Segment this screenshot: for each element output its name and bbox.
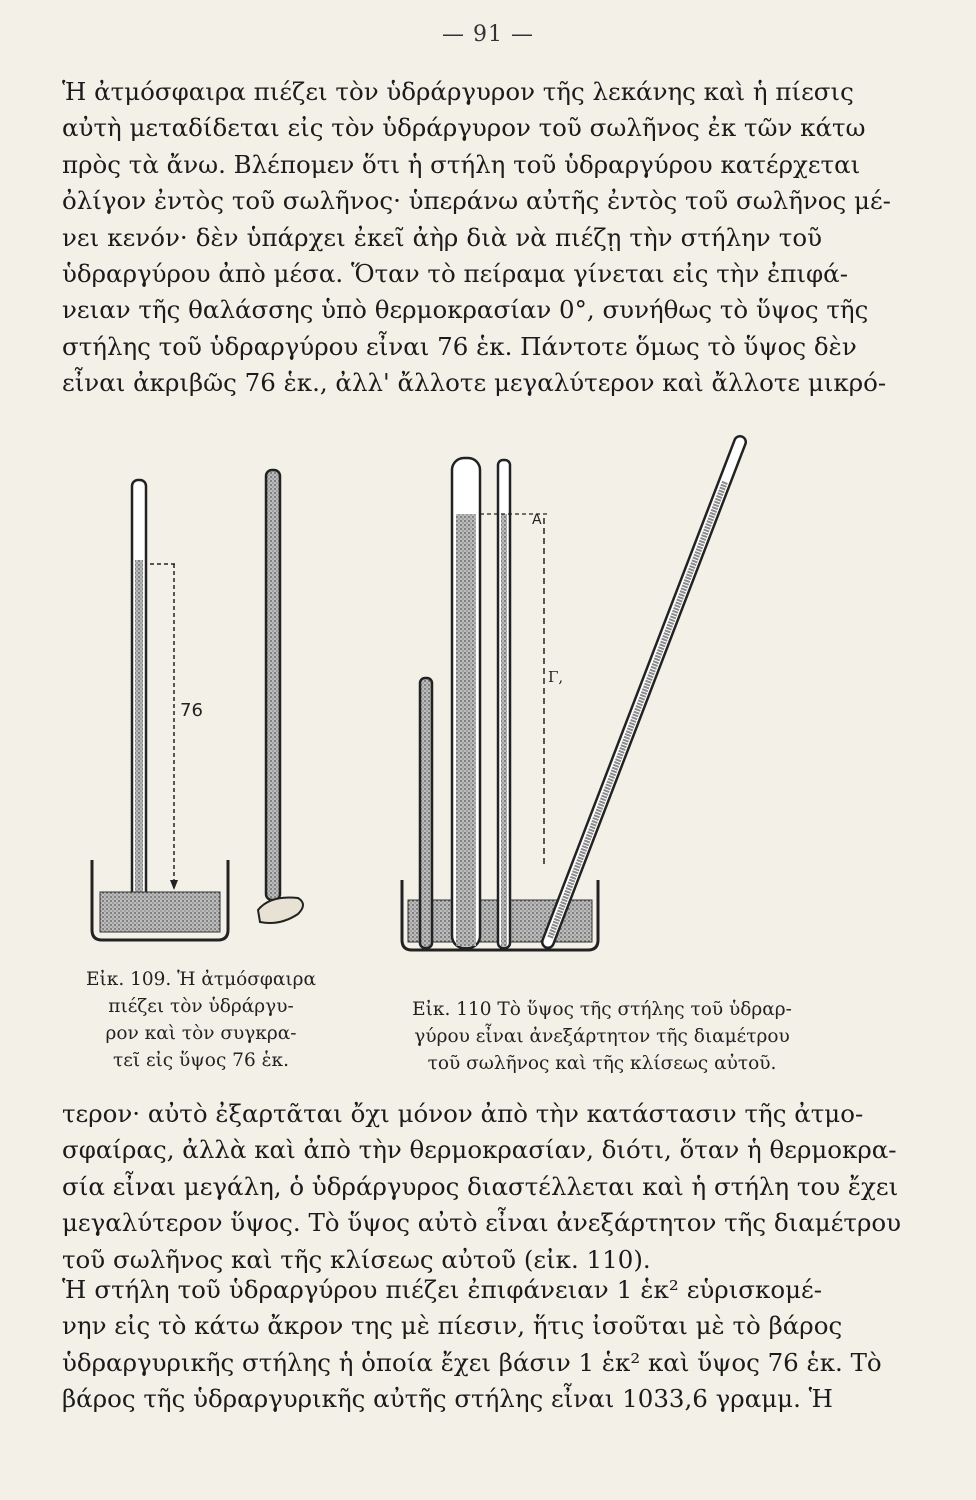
text-line: Ἡ στήλη τοῦ ὑδραργύρου πιέζει ἐπιφάνειαν 1 ἑκ² εὑρισκομέ-: [62, 1275, 822, 1304]
caption-line: Εἰκ. 110 Τὸ ὕψος τῆς στήλης τοῦ ὑδραρ-: [412, 999, 792, 1020]
caption-line: ρον καὶ τὸν συγκρα-: [105, 1023, 297, 1044]
text-line: τοῦ σωλῆνος καὶ τῆς κλίσεως αὐτοῦ (εἰκ. 110).: [62, 1244, 651, 1274]
filled-tube: [266, 470, 280, 900]
text-line: ὑδραργυρικῆς στήλης ἡ ὁποία ἔχει βάσιν 1 ἑκ² καὶ ὕψος 76 ἑκ. Τὸ: [62, 1347, 882, 1377]
paragraph-1: [62, 74, 891, 402]
paragraph-3: [62, 1272, 882, 1418]
text-line: νην εἰς τὸ κάτω ἄκρον της μὲ πίεσιν, ἥτις ἰσοῦται μὲ τὸ βάρος: [62, 1311, 843, 1341]
caption-line: τεῖ εἰς ὕψος 76 ἑκ.: [113, 1050, 289, 1071]
caption-line: πιέζει τὸν ὑδράργυ-: [108, 996, 294, 1017]
mercury-column: [135, 560, 143, 898]
text-line: αὐτὴ μεταδίδεται εἰς τὸν ὑδράργυρον τοῦ σωλῆνος ἐκ τῶν κάτω: [62, 113, 866, 143]
text-line: εἶναι ἀκριβῶς 76 ἑκ., ἀλλ' ἄλλοτε μεγαλύτερον καὶ ἄλλοτε μικρό-: [62, 368, 887, 398]
figure-110-caption: [372, 996, 832, 1077]
height-label: 76: [180, 700, 203, 721]
short-tube: [420, 678, 432, 948]
inclined-tube: [548, 442, 740, 942]
figure-109-caption: [62, 966, 340, 1074]
page-number: — 91 —: [442, 22, 534, 47]
caption-line: γύρου εἶναι ἀνεξάρτητον τῆς διαμέτρου: [414, 1026, 790, 1047]
text-line: μεγαλύτερον ὕψος. Τὸ ὕψος αὐτὸ εἶναι ἀνεξάρτητον τῆς διαμέτρου: [62, 1208, 902, 1238]
text-line: νειαν τῆς θαλάσσης ὑπὸ θερμοκρασίαν 0°, συνήθως τὸ ὕψος τῆς: [62, 295, 869, 325]
text-line: σφαίρας, ἀλλὰ καὶ ἀπὸ τὴν θερμοκρασίαν, διότι, ὅταν ἡ θερμοκρα-: [62, 1135, 897, 1165]
figure-110-illustration: [380, 420, 820, 960]
label-a: A: [532, 512, 542, 528]
text-line: νει κενόν· δὲν ὑπάρχει ἐκεῖ ἀὴρ διὰ νὰ πιέζῃ τὴν στήλην τοῦ: [62, 222, 822, 252]
caption-line: τοῦ σωλῆνος καὶ τῆς κλίσεως αὐτοῦ.: [427, 1053, 777, 1074]
finger-sketch: [258, 898, 303, 924]
barometer-tube-illustration: [70, 440, 340, 960]
text-line: τερον· αὐτὸ ἐξαρτᾶται ὄχι μόνον ἀπὸ τὴν κατάστασιν τῆς ἀτμο-: [62, 1099, 864, 1128]
text-line: ὀλίγον ἐντὸς τοῦ σωλῆνος· ὑπεράνω αὐτῆς ἐντὸς τοῦ σωλῆνος μέ-: [62, 186, 891, 216]
figure-109-illustration: [70, 440, 340, 960]
caption-line: Εἰκ. 109. Ἡ ἀτμόσφαιρα: [86, 969, 316, 990]
text-line: στήλης τοῦ ὑδραργύρου εἶναι 76 ἑκ. Πάντοτε ὅμως τὸ ὕψος δὲν: [62, 331, 857, 361]
paragraph-2: [62, 1096, 902, 1278]
text-line: Ἡ ἀτμόσφαιρα πιέζει τὸν ὑδράργυρον τῆς λεκάνης καὶ ἡ πίεσις: [62, 77, 854, 106]
text-line: σία εἶναι μεγάλη, ὁ ὑδράργυρος διαστέλλεται καὶ ἡ στήλη του ἔχει: [62, 1171, 899, 1201]
multiple-tubes-illustration: [380, 420, 820, 960]
text-line: βάρος τῆς ὑδραργυρικῆς αὐτῆς στήλης εἶναι 1033,6 γραμμ. Ἡ: [62, 1384, 833, 1414]
label-gamma: Γ,: [548, 668, 564, 686]
text-line: ὑδραργύρου ἀπὸ μέσα. Ὅταν τὸ πείραμα γίνεται εἰς τὴν ἐπιφά-: [62, 259, 848, 289]
text-line: πρὸς τὰ ἄνω. Βλέπομεν ὅτι ἡ στήλη τοῦ ὑδραργύρου κατέρχεται: [62, 149, 861, 179]
